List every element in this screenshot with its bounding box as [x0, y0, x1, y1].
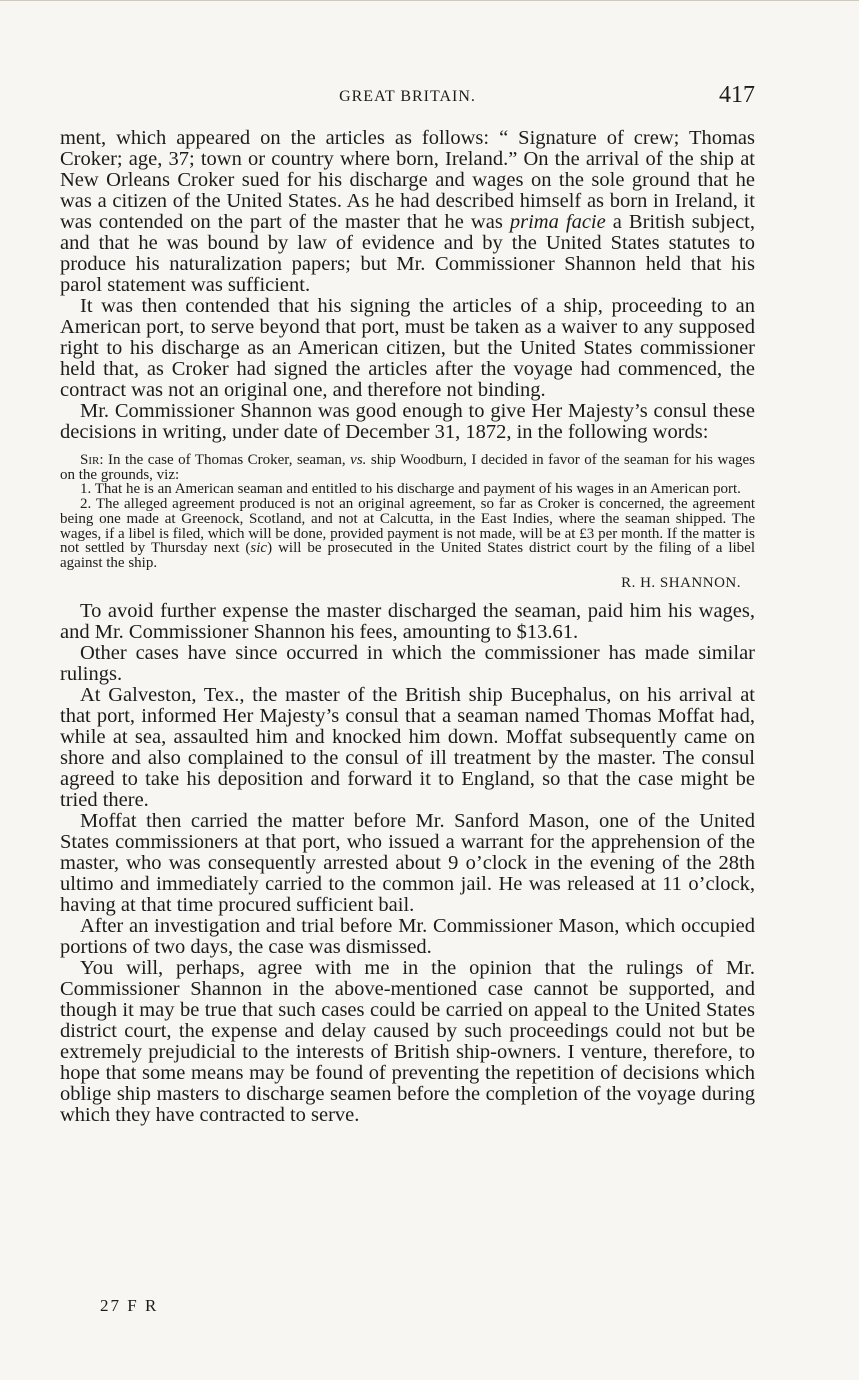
quoted-decision	[60, 453, 755, 591]
top-edge-rule	[0, 0, 859, 1]
quote-item-2-text-a: 2. The alleged agreement produced is not an original agreement, so far as Croker is concerned, the agreement being one made at Greenock, Scotland, and not at Calcutta, in the East Indies, where the seaman shipped. The wages, if a libel is filed, which will be done, provided payment is not made, will be at £3 per month. If the matter is not settled by Thursday next (	[60, 496, 755, 557]
paragraph-2: It was then contended that his signing the articles of a ship, proceeding to an American port, to serve beyond that port, must be taken as a waiver to any supposed right to his discharge as an American citizen, but the United States commissioner held that, as Croker had signed the articles after the voyage had commenced, the contract was not an original one, and therefore not binding.	[60, 295, 755, 401]
paragraph-4: To avoid further expense the master discharged the seaman, paid him his wages, and Mr. Commissioner Shannon his fees, amounting to $13.61.	[60, 599, 755, 643]
paragraph-3: Mr. Commissioner Shannon was good enough to give Her Majesty’s consul these decisions in writing, under date of December 31, 1872, in the following words:	[60, 400, 755, 443]
paragraph-7: Moffat then carried the matter before Mr. Sanford Mason, one of the United States commissioners at that port, who issued a warrant for the apprehension of the master, who was consequently arrested about 9 o’clock in the evening of the 28th ultimo and immediately carried to the common jail. He was released at 11 o’clock, having at that time procured sufficient bail.	[60, 809, 755, 916]
paragraph-5: Other cases have since occurred in which the commissioner has made similar rulings.	[60, 641, 755, 685]
quote-intro-text-a: : In the case of Thomas Croker, seaman,	[99, 452, 351, 468]
quote-item-1: 1. That he is an American seaman and entitled to his discharge and payment of his wages in an American port.	[80, 481, 741, 498]
page-body	[60, 128, 755, 1126]
paragraph-6: At Galveston, Tex., the master of the British ship Bucephalus, on his arrival at that port, informed Her Majesty’s consul that a seaman named Thomas Moffat had, while at sea, assaulted him and knocked him down. Moffat subsequently came on shore and also complained to the consul of ill treatment by the master. The consul agreed to take his deposition and forward it to England, so that the case might be tried there.	[60, 683, 755, 811]
paragraph-1-text-a: ment, which appeared on the articles as follows: “ Signature of crew; Thomas Croker; age, 37; town or country where born, Ireland.” On the arrival of the ship at New Orleans Croker sued for his discharge and wages on the sole ground that he was a citizen of the United States. As he had described himself as born in Ireland, it was contended on the part of the master that he was	[60, 127, 755, 233]
sic-mark: sic	[250, 540, 268, 557]
salutation: Sir	[80, 452, 100, 468]
signature-mark: 27 F R	[100, 1296, 159, 1315]
quote-signature: R. H. SHANNON.	[621, 574, 741, 591]
paragraph-1-text-b: a British subject, and that he was bound by law of evidence and by the United States statutes to produce his naturalization papers; but Mr. Commissioner Shannon held that his parol statement was sufficient.	[60, 211, 755, 296]
quote-intro-text-b: ship Woodburn, I decided in favor of the seaman for his wages on the grounds, viz:	[60, 452, 755, 483]
paragraph-1	[60, 128, 755, 296]
paragraph-9: You will, perhaps, agree with me in the opinion that the rulings of Mr. Commissioner Shannon in the above-mentioned case cannot be supported, and though it may be true that such cases could be carried on appeal to the United States district court, the expense and delay caused by such proceedings could not but be extremely prejudicial to the interests of British ship-owners. I venture, therefore, to hope that some means may be found of preventing the repetition of decisions which oblige ship masters to discharge seamen before the completion of the voyage during which they have contracted to serve.	[60, 956, 755, 1126]
quote-item-2	[60, 497, 755, 571]
page-header	[60, 82, 755, 112]
page-number: 417	[719, 82, 755, 108]
running-head: GREAT BRITAIN.	[339, 88, 476, 105]
versus-abbrev: vs.	[350, 452, 367, 468]
quote-item-2-text-b: ) will be prosecuted in the United States district court by the filing of a libel against the ship.	[60, 540, 755, 571]
latin-phrase: prima facie	[509, 211, 606, 233]
paragraph-8: After an investigation and trial before Mr. Commissioner Mason, which occupied portions of two days, the case was dismissed.	[60, 914, 755, 958]
quote-intro	[60, 453, 755, 482]
